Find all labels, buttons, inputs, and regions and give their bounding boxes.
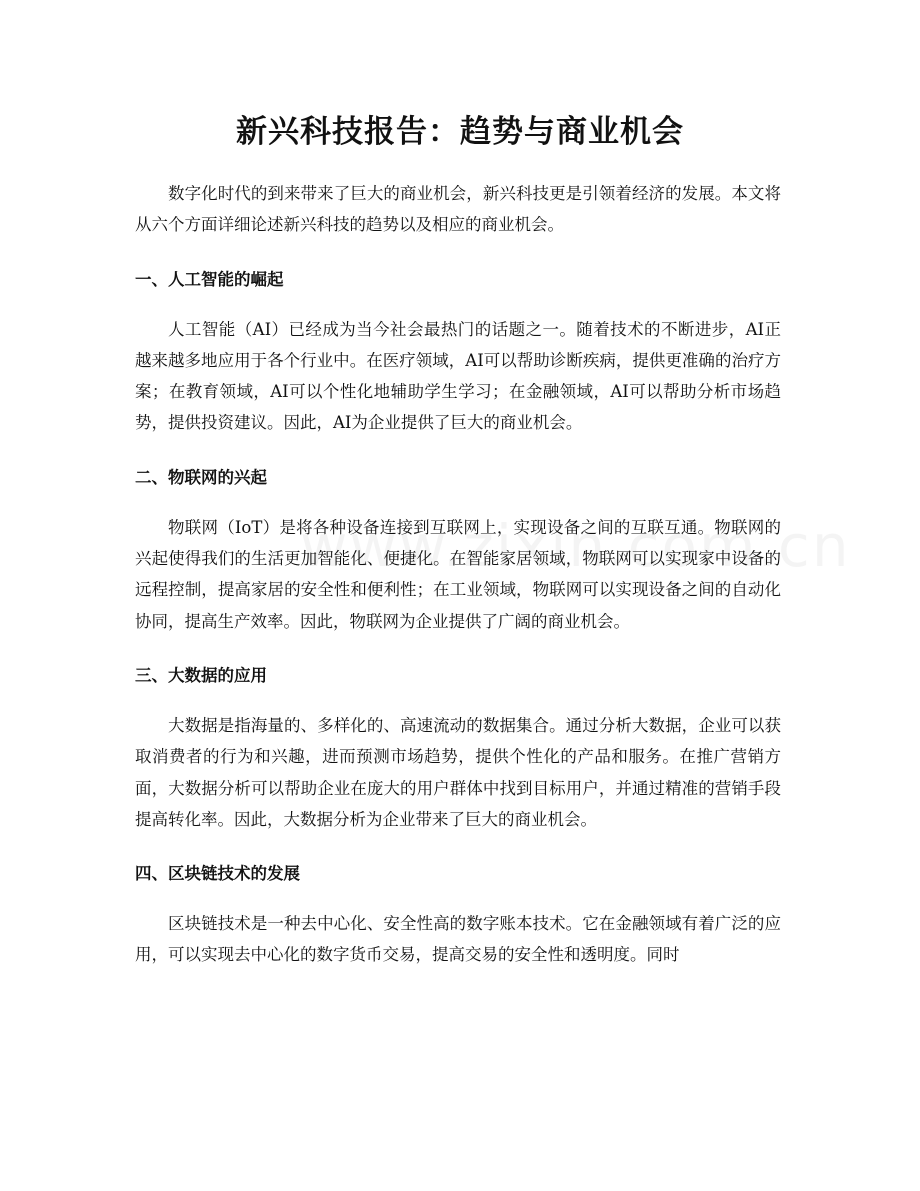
section-heading-blockchain: 四、区块链技术的发展 [135,864,300,884]
section-body-bigdata: 大数据是指海量的、多样化的、高速流动的数据集合。通过分析大数据，企业可以获取消费者的行为和兴趣，进而预测市场趋势，提供个性化的产品和服务。在推广营销方面，大数据分析可以帮助企业在庞大的用户群体中找到目标用户，并通过精准的营销手段提高转化率。因此，大数据分析为企业带来了巨大的商业机会。 [135,715,781,829]
section-heading-bigdata: 三、大数据的应用 [135,665,267,685]
section-heading-ai: 一、人工智能的崛起 [135,269,284,289]
section-heading-iot: 二、物联网的兴起 [135,467,267,487]
section-body-ai: 人工智能（AI）已经成为当今社会最热门的话题之一。随着技术的不断进步，AI正越来越多地应用于各个行业中。在医疗领域，AI可以帮助诊断疾病，提供更准确的治疗方案；在教育领域，AI可以个性化地辅助学生学习；在金融领域，AI可以帮助分析市场趋势，提供投资建议。因此，AI为企业提供了巨大的商业机会。 [135,319,781,433]
section-body-blockchain: 区块链技术是一种去中心化、安全性高的数字账本技术。它在金融领域有着广泛的应用，可以实现去中心化的数字货币交易，提高交易的安全性和透明度。同时 [135,914,781,965]
section-body-iot: 物联网（IoT）是将各种设备连接到互联网上，实现设备之间的互联互通。物联网的兴起使得我们的生活更加智能化、便捷化。在智能家居领域，物联网可以实现家中设备的远程控制，提高家居的安全性和便利性；在工业领域，物联网可以实现设备之间的自动化协同，提高生产效率。因此，物联网为企业提供了广阔的商业机会。 [135,517,781,631]
document-body [135,178,781,971]
document-title: 新兴科技报告：趋势与商业机会 [236,114,684,150]
intro-paragraph: 数字化时代的到来带来了巨大的商业机会，新兴科技更是引领着经济的发展。本文将从六个方面详细论述新兴科技的趋势以及相应的商业机会。 [135,184,781,235]
